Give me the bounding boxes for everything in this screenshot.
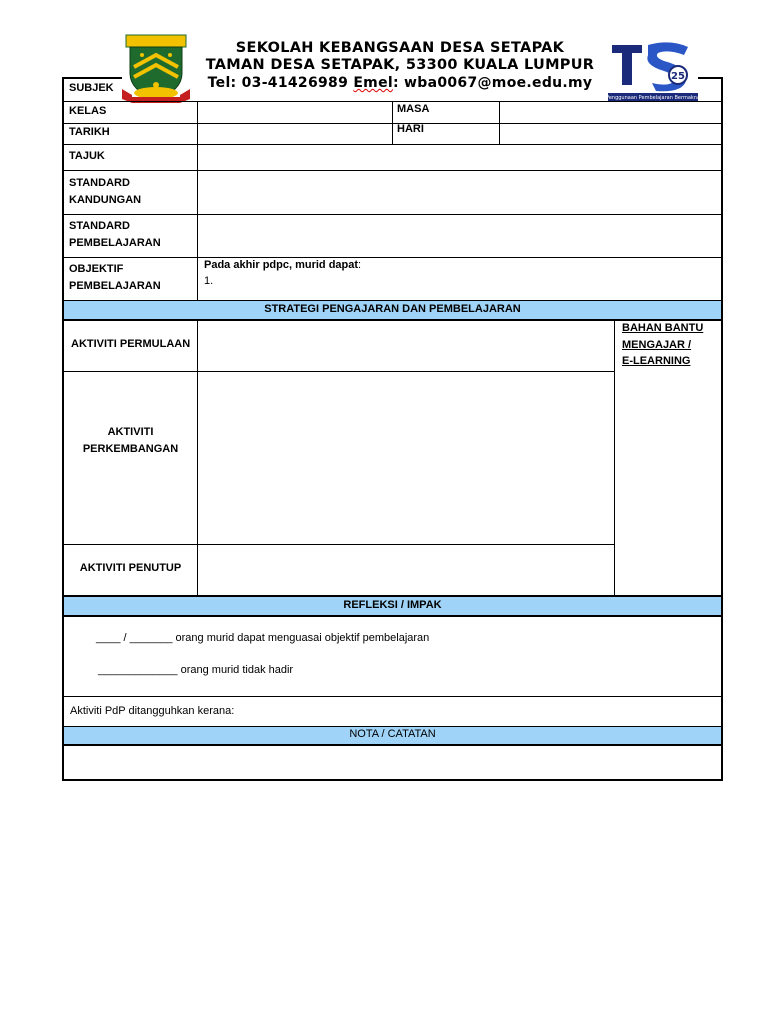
tel-text: Tel: 03-41426989 <box>207 75 354 91</box>
row-line-perkembangan <box>64 544 615 545</box>
label-aktiviti-perkembangan-2: PERKEMBANGAN <box>82 443 179 455</box>
nota-title: NOTA / CATATAN <box>349 728 436 740</box>
objektif-item-1: 1. <box>204 275 214 287</box>
strategi-title: STRATEGI PENGAJARAN DAN PEMBELAJARAN <box>264 303 521 315</box>
label-bahan-bantu-3: E-LEARNING <box>622 355 691 367</box>
col-line-aktiviti <box>197 321 198 595</box>
objektif-intro-text: Pada akhir pdpc, murid dapat <box>204 259 359 271</box>
logo-25-text: 25 <box>671 71 685 82</box>
email-text: : wba0067@moe.edu.my <box>392 75 593 91</box>
row-line-6 <box>64 257 721 258</box>
row-line-refleksi <box>64 696 721 697</box>
label-aktiviti-perkembangan-1: AKTIVITI <box>107 426 154 438</box>
table-border-bottom <box>62 779 723 781</box>
school-address: TAMAN DESA SETAPAK, 53300 KUALA LUMPUR <box>205 57 595 73</box>
refleksi-ditangguhkan: Aktiviti PdP ditangguhkan kerana: <box>70 705 235 717</box>
col-line-label <box>197 101 198 300</box>
logo-caption: Penggunaan Pembelajaran Bermakna <box>608 95 698 101</box>
school-contact <box>195 75 605 91</box>
col-line-bahan <box>614 321 615 595</box>
table-border-top-right <box>698 77 723 79</box>
label-bahan-bantu-2: MENGAJAR / <box>622 339 692 351</box>
label-standard-pembelajaran-1: STANDARD <box>69 220 130 232</box>
label-aktiviti-penutup: AKTIVITI PENUTUP <box>79 562 182 574</box>
label-standard-pembelajaran-2: PEMBELAJARAN <box>69 237 161 249</box>
row-line-4 <box>64 170 721 171</box>
table-border-top <box>62 77 122 79</box>
label-tajuk: TAJUK <box>69 150 105 162</box>
label-standard-kandungan-1: STANDARD <box>69 177 130 189</box>
objektif-colon: : <box>358 259 362 271</box>
label-tarikh: TARIKH <box>69 126 110 138</box>
label-masa: MASA <box>397 103 430 115</box>
col-line-masa-right <box>499 101 500 144</box>
refleksi-line-menguasai: ____ / _______ orang murid dapat menguasai objektif pembelajaran <box>96 632 430 644</box>
school-crest-logo <box>122 33 190 105</box>
label-aktiviti-permulaan: AKTIVITI PERMULAAN <box>71 338 191 350</box>
col-line-masa-left <box>392 101 393 144</box>
objektif-intro <box>204 257 361 274</box>
school-name: SEKOLAH KEBANGSAAN DESA SETAPAK <box>235 40 565 56</box>
refleksi-band-bottom <box>64 615 721 617</box>
row-line-3 <box>64 144 721 145</box>
ts25-logo <box>608 37 698 102</box>
label-hari: HARI <box>397 123 424 135</box>
label-objektif-1: OBJEKTIF <box>69 263 124 275</box>
row-line-5 <box>64 214 721 215</box>
refleksi-title: REFLEKSI / IMPAK <box>343 599 442 611</box>
nota-band-bottom <box>64 744 721 746</box>
refleksi-line-tidak-hadir: _____________ orang murid tidak hadir <box>98 664 294 676</box>
label-subjek: SUBJEK <box>69 82 114 94</box>
label-kelas: KELAS <box>69 105 107 117</box>
emel-label: Emel <box>353 75 393 91</box>
label-bahan-bantu-1: BAHAN BANTU <box>622 322 704 334</box>
label-objektif-2: PEMBELAJARAN <box>69 280 161 292</box>
row-line-permulaan <box>64 371 615 372</box>
label-standard-kandungan-2: KANDUNGAN <box>69 194 142 206</box>
table-border-right <box>721 77 723 781</box>
